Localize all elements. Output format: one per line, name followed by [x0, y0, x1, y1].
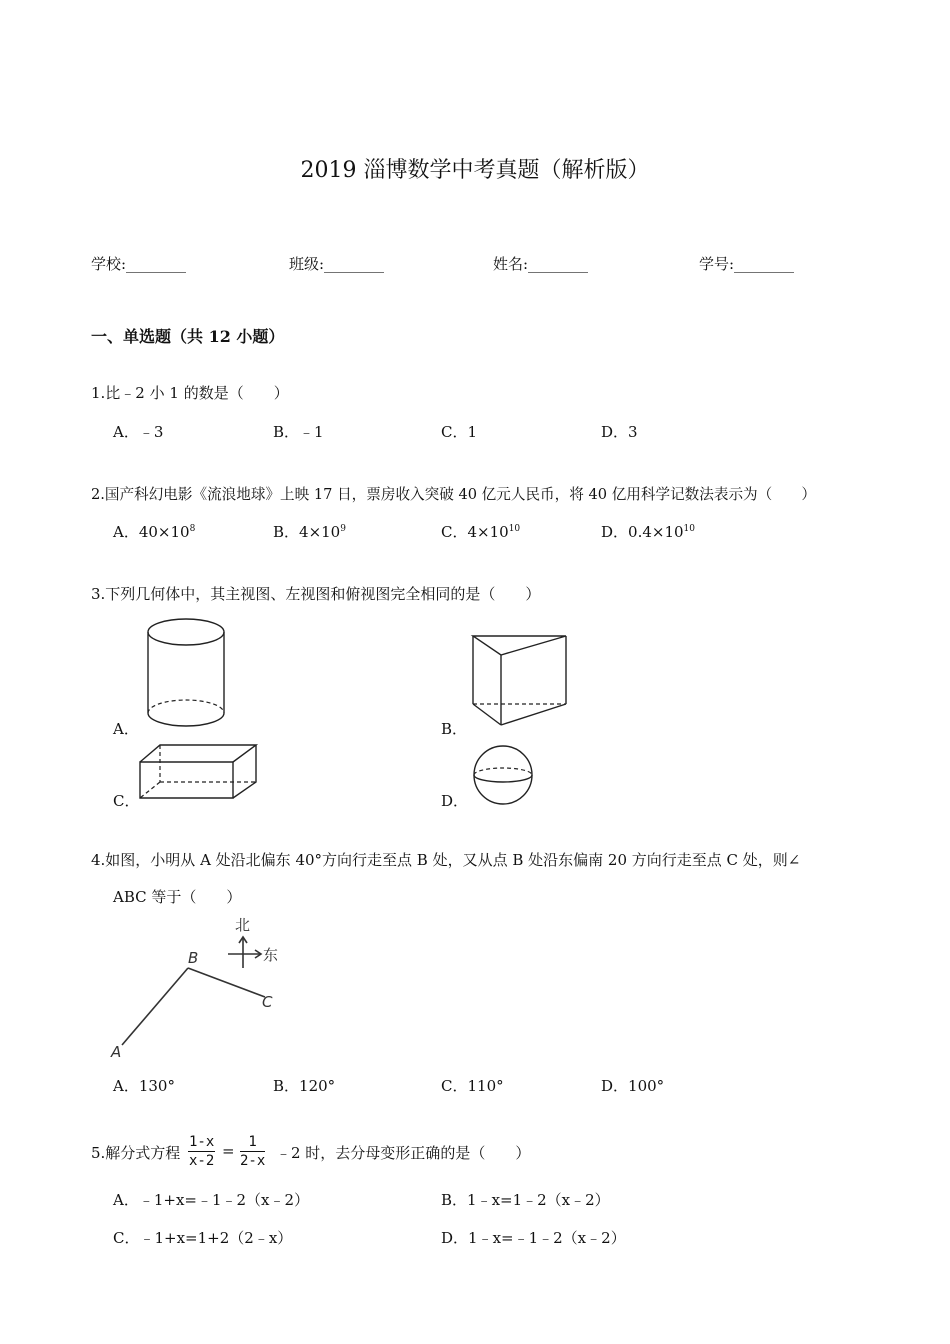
- triangular-prism-figure: [470, 632, 575, 732]
- question-5-stem-prefix: 5.解分式方程: [91, 1144, 181, 1162]
- q1-option-a: A．﹣3: [113, 423, 164, 441]
- q5-option-c: C．﹣1+x=1+2（2﹣x）: [113, 1229, 293, 1247]
- q2-option-b: B．$4\times 10^9$: [273, 523, 346, 541]
- rhs-numerator: 1: [240, 1133, 265, 1152]
- lhs-denominator: x-2: [189, 1153, 215, 1169]
- q5-option-d: D．1﹣x=﹣1﹣2（x﹣2）: [441, 1229, 626, 1247]
- question-4-stem-line1: 4.如图，小明从 A 处沿北偏东 40°方向行走至点 B 处，又从点 B 处沿东偏南 20 方向行走至点 C 处，则∠: [91, 851, 801, 869]
- equals-sign: =: [222, 1142, 235, 1160]
- q1-option-d: D．3: [601, 423, 638, 441]
- lhs-numerator: 1-x: [189, 1134, 215, 1150]
- sphere-figure: [471, 744, 539, 806]
- page-title: 2019 淄博数学中考真题（解析版）: [300, 158, 650, 183]
- q4-option-c: C．110°: [441, 1077, 504, 1095]
- north-label: 北: [235, 916, 251, 934]
- question-2-stem: 2.国产科幻电影《流浪地球》上映 17 日，票房收入突破 40 亿元人民币，将 40 亿用科学记数法表示为（ ）: [91, 486, 817, 503]
- rhs-denominator: 2-x: [240, 1153, 266, 1169]
- q2-option-d: D．$0.4\times 10^{10}$: [601, 523, 695, 541]
- question-3-stem: 3.下列几何体中，其主视图、左视图和俯视图完全相同的是（ ）: [91, 585, 541, 603]
- q4-option-d: D．100°: [601, 1077, 665, 1095]
- point-a-label: A: [111, 1043, 122, 1061]
- cuboid-figure: [138, 742, 262, 804]
- q3-option-c: C．: [113, 792, 140, 810]
- q5-option-a: A．﹣1+x=﹣1﹣2（x﹣2）: [113, 1191, 310, 1209]
- east-label: 东: [263, 946, 279, 964]
- q2-option-c: C．$4\times 10^{10}$: [441, 523, 521, 541]
- q4-option-b: B．120°: [273, 1077, 336, 1095]
- q4-option-a: A．130°: [113, 1077, 175, 1095]
- rhs-fraction: [240, 1133, 265, 1170]
- q3-option-d: D．: [441, 792, 469, 810]
- q5-option-b: B．1﹣x=1﹣2（x﹣2）: [441, 1191, 610, 1209]
- q2-option-a: A．$40\times 10^8$: [113, 523, 196, 541]
- point-c-label: C: [262, 993, 273, 1011]
- q3-option-a: A．: [113, 720, 139, 738]
- q3-option-b: B．: [441, 720, 468, 738]
- q1-option-b: B．﹣1: [273, 423, 324, 441]
- school-field: 学校:________: [91, 255, 187, 273]
- student-number-field: 学号:________: [699, 255, 795, 273]
- lhs-fraction: [188, 1133, 215, 1170]
- section-title: 一、单选题（共 12 小题）: [91, 327, 285, 346]
- question-4-stem-line2: ABC 等于（ ）: [113, 888, 242, 906]
- question-1-stem: 1.比﹣2 小 1 的数是（ ）: [91, 384, 289, 402]
- cylinder-figure: [140, 612, 236, 734]
- question-5-stem-suffix: ﹣2 时，去分母变形正确的是（ ）: [276, 1144, 531, 1162]
- q1-option-c: C．1: [441, 423, 478, 441]
- point-b-label: B: [188, 949, 199, 967]
- direction-diagram: [108, 912, 298, 1064]
- name-field: 姓名:________: [493, 255, 589, 273]
- class-field: 班级:________: [289, 255, 385, 273]
